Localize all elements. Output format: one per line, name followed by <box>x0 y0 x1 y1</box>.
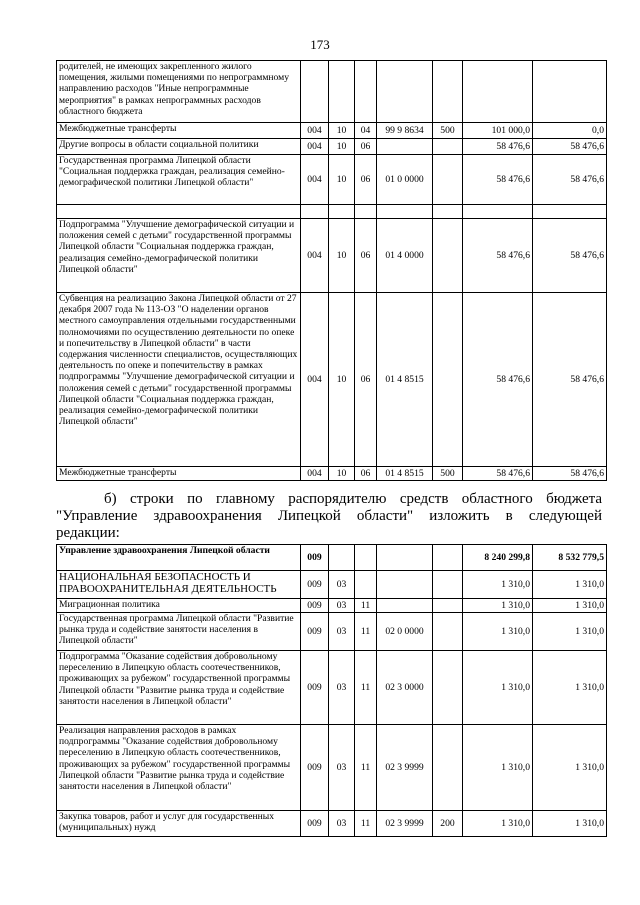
cell-target: 01 4 8515 <box>377 467 433 481</box>
cell-grbs <box>301 61 329 123</box>
cell-grbs: 009 <box>301 545 329 571</box>
table-row <box>57 293 607 467</box>
cell-sum-1: 58 476,6 <box>463 219 533 293</box>
cell-sum-1: 101 000,0 <box>463 123 533 139</box>
cell-subsection: 06 <box>355 155 377 205</box>
table-row <box>57 545 607 571</box>
cell-grbs: 009 <box>301 725 329 811</box>
cell-sum-1: 8 240 299,8 <box>463 545 533 571</box>
row-name: Государственная программа Липецкой области "Социальная поддержка граждан, реализация семейно-демографической политики Липецкой области" <box>57 155 301 205</box>
table-row <box>57 725 607 811</box>
cell-sum-1: 1 310,0 <box>463 571 533 599</box>
cell-expense-type: 500 <box>433 467 463 481</box>
cell-grbs: 009 <box>301 811 329 837</box>
cell-grbs: 009 <box>301 613 329 651</box>
cell-sum-2: 1 310,0 <box>533 599 607 613</box>
cell-sum-2: 1 310,0 <box>533 651 607 725</box>
cell-subsection: 06 <box>355 219 377 293</box>
cell-expense-type <box>433 545 463 571</box>
cell-expense-type <box>433 613 463 651</box>
cell-subsection: 06 <box>355 467 377 481</box>
table-row <box>57 205 607 219</box>
table-row <box>57 467 607 481</box>
cell-sum-2: 58 476,6 <box>533 155 607 205</box>
row-name: Межбюджетные трансферты <box>57 467 301 481</box>
amendment-paragraph <box>56 491 602 542</box>
cell-grbs: 009 <box>301 571 329 599</box>
cell-section: 03 <box>329 725 355 811</box>
row-name <box>57 205 301 219</box>
row-name: Государственная программа Липецкой области "Развитие рынка труда и содействие занятости населения в Липецкой области" <box>57 613 301 651</box>
cell-target <box>377 205 433 219</box>
cell-subsection: 11 <box>355 725 377 811</box>
cell-sum-2 <box>533 205 607 219</box>
table-row <box>57 61 607 123</box>
cell-sum-1: 58 476,6 <box>463 155 533 205</box>
cell-section <box>329 545 355 571</box>
cell-subsection <box>355 205 377 219</box>
cell-subsection <box>355 545 377 571</box>
cell-subsection: 11 <box>355 651 377 725</box>
cell-grbs: 004 <box>301 293 329 467</box>
cell-section: 03 <box>329 651 355 725</box>
row-name: Субвенция на реализацию Закона Липецкой области от 27 декабря 2007 года № 113-ОЗ "О наделении органов местного самоуправления отдельными государственными полномочиями по осуществлению деятельности по опеке и попечительству в Липецкой области" в части содержания численности специалистов, осуществляющих деятельность по опеке и попечительству в рамках подпрограммы "Улучшение демографической ситуации и положения семей с детьми" государственной программы Липецкой области "Социальная поддержка граждан, реализация семейно-демографической политики Липецкой области" <box>57 293 301 467</box>
cell-target: 01 4 0000 <box>377 219 433 293</box>
cell-expense-type: 500 <box>433 123 463 139</box>
cell-section: 03 <box>329 571 355 599</box>
cell-subsection: 11 <box>355 613 377 651</box>
page-number: 173 <box>310 37 330 52</box>
cell-sum-1: 58 476,6 <box>463 293 533 467</box>
cell-section: 10 <box>329 219 355 293</box>
row-name: Подпрограмма "Оказание содействия добровольному переселению в Липецкую область соотечественников, проживающих за рубежом" государственной программы Липецкой области "Развитие рынка труда и содействие занятости населения в Липецкой области" <box>57 651 301 725</box>
cell-subsection: 04 <box>355 123 377 139</box>
row-name: НАЦИОНАЛЬНАЯ БЕЗОПАСНОСТЬ И ПРАВООХРАНИТЕЛЬНАЯ ДЕЯТЕЛЬНОСТЬ <box>57 571 301 599</box>
cell-sum-2: 58 476,6 <box>533 219 607 293</box>
cell-sum-1: 58 476,6 <box>463 139 533 155</box>
cell-subsection <box>355 61 377 123</box>
cell-target: 02 3 9999 <box>377 725 433 811</box>
cell-sum-2: 58 476,6 <box>533 139 607 155</box>
table-row <box>57 613 607 651</box>
cell-grbs: 009 <box>301 651 329 725</box>
cell-section: 10 <box>329 293 355 467</box>
table-row <box>57 651 607 725</box>
row-name: Другие вопросы в области социальной политики <box>57 139 301 155</box>
row-name: Управление здравоохранения Липецкой области <box>57 545 301 571</box>
budget-table-1 <box>56 60 607 481</box>
cell-expense-type <box>433 205 463 219</box>
cell-subsection: 06 <box>355 139 377 155</box>
cell-expense-type: 200 <box>433 811 463 837</box>
cell-grbs: 004 <box>301 139 329 155</box>
cell-sum-2: 1 310,0 <box>533 725 607 811</box>
table-row <box>57 155 607 205</box>
cell-subsection: 06 <box>355 293 377 467</box>
cell-target <box>377 571 433 599</box>
cell-section: 10 <box>329 155 355 205</box>
budget-table-2 <box>56 544 607 837</box>
cell-section: 03 <box>329 613 355 651</box>
cell-subsection: 11 <box>355 811 377 837</box>
cell-expense-type <box>433 61 463 123</box>
cell-sum-2: 8 532 779,5 <box>533 545 607 571</box>
cell-target: 02 3 0000 <box>377 651 433 725</box>
cell-section: 03 <box>329 599 355 613</box>
cell-target: 01 0 0000 <box>377 155 433 205</box>
cell-target: 02 3 9999 <box>377 811 433 837</box>
cell-target: 01 4 8515 <box>377 293 433 467</box>
cell-expense-type <box>433 571 463 599</box>
cell-sum-2: 1 310,0 <box>533 613 607 651</box>
cell-section <box>329 205 355 219</box>
cell-expense-type <box>433 651 463 725</box>
cell-subsection <box>355 571 377 599</box>
row-name: Миграционная политика <box>57 599 301 613</box>
cell-expense-type <box>433 219 463 293</box>
cell-section: 10 <box>329 123 355 139</box>
cell-sum-2: 58 476,6 <box>533 293 607 467</box>
cell-grbs: 009 <box>301 599 329 613</box>
table-row <box>57 123 607 139</box>
cell-sum-2: 1 310,0 <box>533 811 607 837</box>
cell-expense-type <box>433 725 463 811</box>
cell-sum-1: 1 310,0 <box>463 811 533 837</box>
table-row <box>57 811 607 837</box>
cell-target: 99 9 8634 <box>377 123 433 139</box>
cell-expense-type <box>433 155 463 205</box>
cell-expense-type <box>433 139 463 155</box>
cell-section: 03 <box>329 811 355 837</box>
cell-section: 10 <box>329 139 355 155</box>
cell-section: 10 <box>329 467 355 481</box>
cell-sum-2: 58 476,6 <box>533 467 607 481</box>
cell-target <box>377 61 433 123</box>
row-name: Реализация направления расходов в рамках подпрограммы "Оказание содействия добровольному переселению в Липецкую область соотечественников, проживающих за рубежом" государственной программы Липецкой области "Развитие рынка труда и содействие занятости населения в Липецкой области" <box>57 725 301 811</box>
row-name: Подпрограмма "Улучшение демографической ситуации и положения семей с детьми" государственной программы Липецкой области "Социальная поддержка граждан, реализация семейно-демографической политики Липецкой области" <box>57 219 301 293</box>
cell-sum-2: 1 310,0 <box>533 571 607 599</box>
cell-grbs <box>301 205 329 219</box>
cell-expense-type <box>433 293 463 467</box>
cell-grbs: 004 <box>301 467 329 481</box>
cell-target <box>377 139 433 155</box>
cell-grbs: 004 <box>301 219 329 293</box>
paragraph-line-3: редакции: <box>56 525 120 541</box>
paragraph-line-1: б) строки по главному распорядителю средств областного бюджета <box>104 491 602 507</box>
cell-grbs: 004 <box>301 123 329 139</box>
table-row <box>57 139 607 155</box>
table-row <box>57 571 607 599</box>
table-row <box>57 219 607 293</box>
cell-grbs: 004 <box>301 155 329 205</box>
cell-expense-type <box>433 599 463 613</box>
paragraph-line-2: "Управление здравоохранения Липецкой области" изложить в следующей <box>56 508 602 524</box>
cell-target <box>377 545 433 571</box>
cell-target <box>377 599 433 613</box>
cell-sum-1: 1 310,0 <box>463 651 533 725</box>
cell-sum-1: 58 476,6 <box>463 467 533 481</box>
cell-sum-1: 1 310,0 <box>463 599 533 613</box>
cell-sum-1 <box>463 205 533 219</box>
row-name: родителей, не имеющих закрепленного жилого помещения, жилыми помещениями по непрограммному направлению расходов "Иные непрограммные мероприятия" в рамках непрограммных расходов областного бюджета <box>57 61 301 123</box>
cell-section <box>329 61 355 123</box>
cell-target: 02 0 0000 <box>377 613 433 651</box>
table-row <box>57 599 607 613</box>
cell-subsection: 11 <box>355 599 377 613</box>
cell-sum-1: 1 310,0 <box>463 613 533 651</box>
cell-sum-2: 0,0 <box>533 123 607 139</box>
cell-sum-1: 1 310,0 <box>463 725 533 811</box>
cell-sum-1 <box>463 61 533 123</box>
cell-sum-2 <box>533 61 607 123</box>
row-name: Межбюджетные трансферты <box>57 123 301 139</box>
row-name: Закупка товаров, работ и услуг для государственных (муниципальных) нужд <box>57 811 301 837</box>
